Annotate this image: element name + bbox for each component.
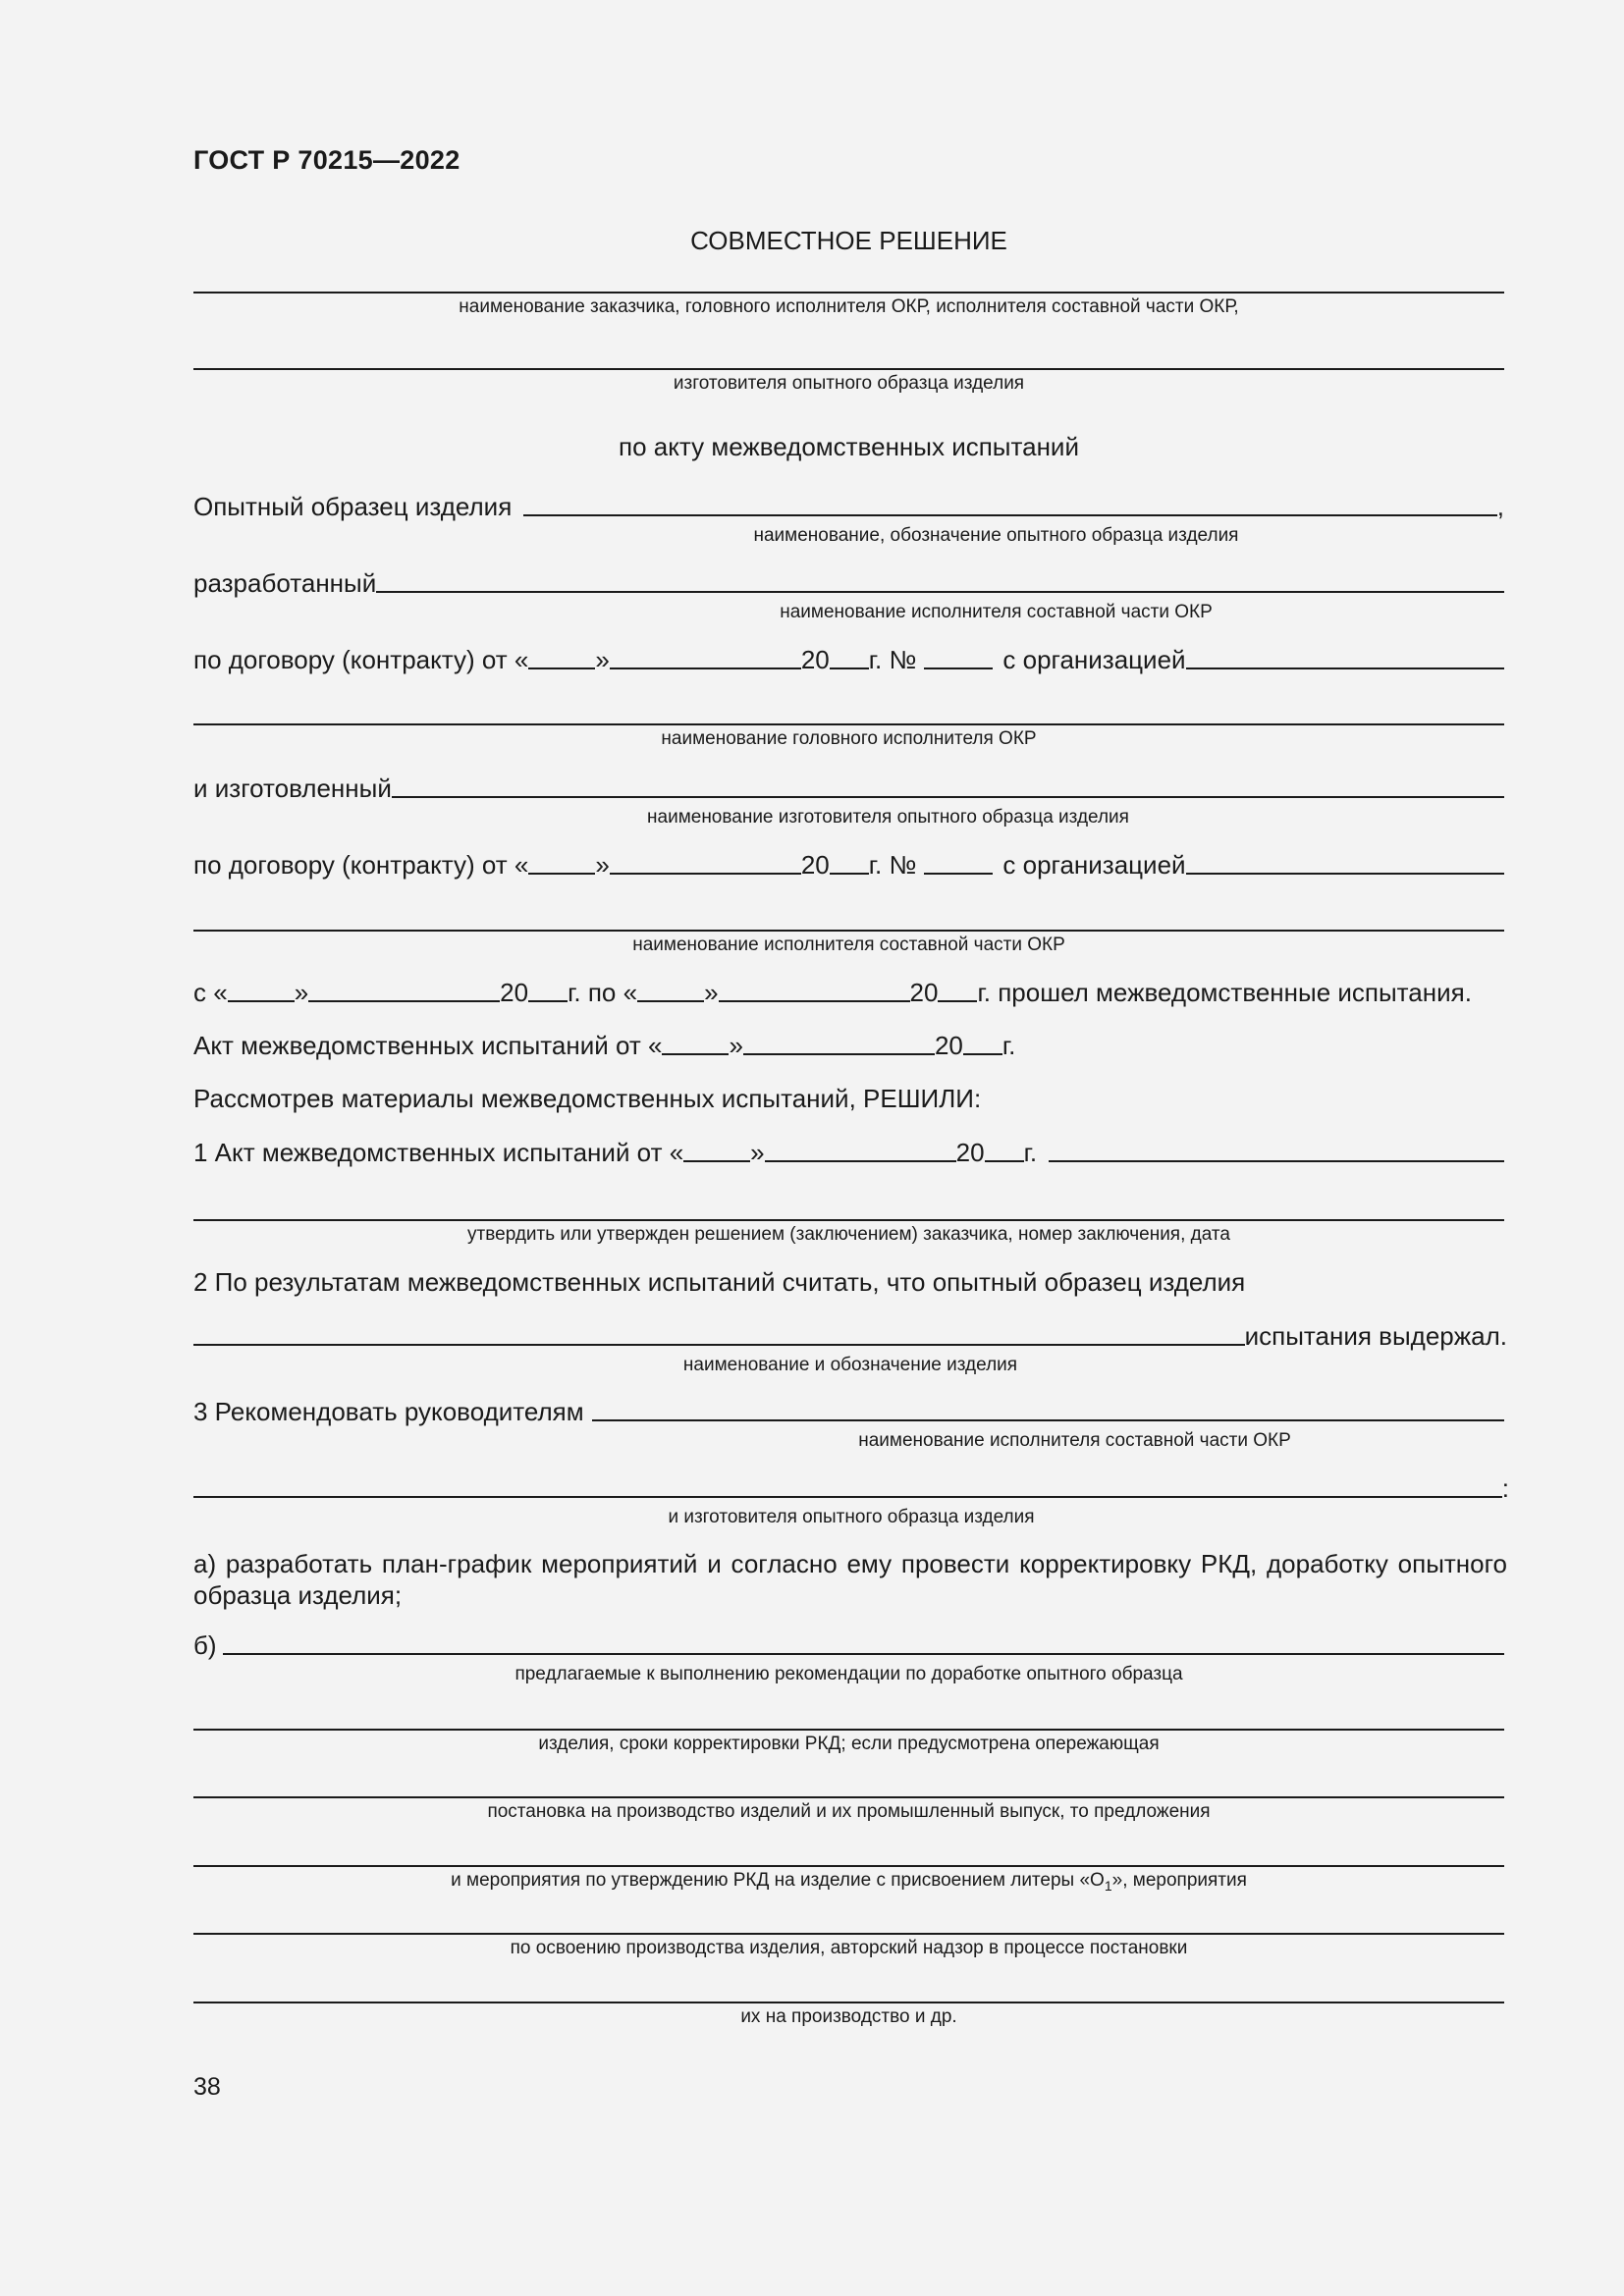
developer-blank[interactable] <box>376 569 1504 593</box>
quote-close: » <box>294 978 309 1007</box>
item-3-label: 3 Рекомендовать руководителям <box>193 1397 584 1426</box>
with-org-label: с организацией <box>1002 645 1186 674</box>
blank-line[interactable] <box>193 928 1504 932</box>
item-1-line <box>193 1137 1504 1168</box>
year-prefix: 20 <box>955 1138 985 1167</box>
rec-field-6 <box>193 2000 1504 2029</box>
blank-line[interactable] <box>193 1863 1504 1867</box>
quote-close: » <box>595 850 610 880</box>
product-blank[interactable] <box>193 1322 1245 1346</box>
blank-line[interactable] <box>193 366 1504 370</box>
field-caption: наименование, обозначение опытного образца изделия <box>753 525 1239 546</box>
field-caption: наименование заказчика, головного исполнителя ОКР, исполнителя составной части ОКР, <box>459 296 1239 317</box>
manufacturer-blank[interactable] <box>392 774 1504 798</box>
day-blank[interactable] <box>528 646 595 669</box>
blank-line[interactable] <box>193 1931 1504 1935</box>
year-prefix: 20 <box>500 978 529 1007</box>
approval-blank[interactable] <box>1049 1139 1504 1162</box>
period-end-text: г. прошел межведомственные испытания. <box>977 978 1472 1007</box>
day-blank[interactable] <box>683 1139 750 1162</box>
blank-line[interactable] <box>193 1794 1504 1798</box>
year-blank[interactable] <box>963 1032 1002 1055</box>
year-blank[interactable] <box>830 851 869 875</box>
to-label: г. по « <box>568 978 638 1007</box>
number-label: г. № <box>868 645 917 674</box>
act-line <box>193 1030 1504 1061</box>
rec-field-5 <box>193 1931 1504 1960</box>
field-caption: постановка на производство изделий и их промышленный выпуск, то предложения <box>487 1801 1211 1822</box>
manufactured-field <box>193 773 1504 829</box>
year-prefix: 20 <box>800 850 830 880</box>
sample-label: Опытный образец изделия <box>193 492 513 521</box>
sample-blank[interactable] <box>523 493 1496 516</box>
field-caption: наименование исполнителя составной части ОКР <box>858 1430 1291 1451</box>
form-subtitle: по акту межведомственных испытаний <box>619 432 1079 461</box>
number-label: г. № <box>868 850 917 880</box>
component-contractor-field <box>193 928 1504 957</box>
from-label: с « <box>193 978 228 1007</box>
item-3-field <box>193 1396 1504 1453</box>
field-caption: наименование исполнителя составной части ОКР <box>780 602 1213 622</box>
contract-field-2 <box>193 849 1504 881</box>
field-caption: изготовителя опытного образца изделия <box>673 373 1025 394</box>
day-blank[interactable] <box>228 979 295 1002</box>
quote-close: » <box>750 1138 765 1167</box>
recommendations-blank[interactable] <box>223 1631 1504 1655</box>
item-1-label: 1 Акт межведомственных испытаний от « <box>193 1138 684 1167</box>
month-blank[interactable] <box>610 646 801 669</box>
approval-field <box>193 1217 1504 1247</box>
parties-field-1 <box>193 290 1504 319</box>
passed-text: испытания выдержал. <box>1244 1321 1507 1351</box>
month-blank[interactable] <box>765 1139 956 1162</box>
year-prefix: 20 <box>934 1031 963 1060</box>
day-blank[interactable] <box>637 979 704 1002</box>
blank-line[interactable] <box>193 290 1504 294</box>
field-caption: предлагаемые к выполнению рекомендации по доработке опытного образца <box>514 1664 1183 1684</box>
year-prefix: 20 <box>800 645 830 674</box>
item-1-end: г. <box>1023 1138 1038 1167</box>
field-caption: изделия, сроки корректировки РКД; если предусмотрена опережающая <box>538 1734 1160 1754</box>
item-b-field <box>193 1629 1504 1686</box>
blank-line[interactable] <box>193 2000 1504 2003</box>
standard-header: ГОСТ Р 70215—2022 <box>193 145 460 175</box>
field-caption: наименование исполнителя составной части ОКР <box>632 934 1065 955</box>
item-3-field-2 <box>193 1472 1509 1529</box>
decided-text: Рассмотрев материалы межведомственных испытаний, РЕШИЛИ: <box>193 1084 982 1113</box>
developed-field <box>193 567 1504 624</box>
field-caption: их на производство и др. <box>740 2006 957 2027</box>
day-blank[interactable] <box>662 1032 729 1055</box>
developed-label: разработанный <box>193 568 377 598</box>
blank-line[interactable] <box>193 721 1504 725</box>
month-blank[interactable] <box>743 1032 935 1055</box>
form-title: СОВМЕСТНОЕ РЕШЕНИЕ <box>690 226 1007 255</box>
with-org-label: с организацией <box>1002 850 1186 880</box>
org-blank[interactable] <box>1186 851 1504 875</box>
contract-field-1 <box>193 644 1504 675</box>
blank-line[interactable] <box>193 1727 1504 1731</box>
quote-close: » <box>704 978 719 1007</box>
manufactured-label: и изготовленный <box>193 774 392 803</box>
head-contractor-field <box>193 721 1504 751</box>
number-blank[interactable] <box>924 646 993 669</box>
year-prefix: 20 <box>909 978 939 1007</box>
page-number: 38 <box>193 2073 221 2101</box>
contract-label: по договору (контракту) от « <box>193 645 529 674</box>
year-blank[interactable] <box>830 646 869 669</box>
month-blank[interactable] <box>719 979 910 1002</box>
blank-line[interactable] <box>193 1217 1504 1221</box>
month-blank[interactable] <box>308 979 500 1002</box>
comma: , <box>1496 492 1504 521</box>
day-blank[interactable] <box>528 851 595 875</box>
item-2-text: 2 По результатам межведомственных испытаний считать, что опытный образец изделия <box>193 1267 1246 1297</box>
field-caption: и изготовителя опытного образца изделия <box>668 1507 1035 1527</box>
item-b-label: б) <box>193 1630 217 1660</box>
month-blank[interactable] <box>610 851 801 875</box>
quote-close: » <box>729 1031 743 1060</box>
parties-field-2 <box>193 366 1504 396</box>
rec-field-3 <box>193 1794 1504 1824</box>
act-label: Акт межведомственных испытаний от « <box>193 1031 663 1060</box>
field-caption: наименование головного исполнителя ОКР <box>661 728 1037 749</box>
sample-field <box>193 491 1504 548</box>
manufacturer-leaders-blank[interactable] <box>193 1474 1502 1498</box>
item-a-text: а) разработать план-график мероприятий и согласно ему провести корректировку РКД, доработку опытного образца изделия; <box>193 1549 1507 1610</box>
org-blank[interactable] <box>1186 646 1504 669</box>
field-caption: по освоению производства изделия, авторский надзор в процессе постановки <box>510 1938 1188 1958</box>
number-blank[interactable] <box>924 851 993 875</box>
item-2-field <box>193 1320 1507 1377</box>
contract-label: по договору (контракту) от « <box>193 850 529 880</box>
quote-close: » <box>595 645 610 674</box>
rec-field-4 <box>193 1863 1504 1897</box>
test-period-line <box>193 977 1504 1008</box>
field-caption: и мероприятия по утверждению РКД на изделие с присвоением литеры «$О_1$», мероприятия <box>451 1870 1247 1894</box>
act-end: г. <box>1001 1031 1016 1060</box>
year-blank[interactable] <box>528 979 568 1002</box>
year-blank[interactable] <box>985 1139 1024 1162</box>
leaders-blank[interactable] <box>592 1398 1504 1421</box>
colon: : <box>1501 1473 1509 1503</box>
field-caption: наименование изготовителя опытного образца изделия <box>647 807 1129 828</box>
field-caption: утвердить или утвержден решением (заключением) заказчика, номер заключения, дата <box>467 1224 1230 1245</box>
field-caption: наименование и обозначение изделия <box>682 1355 1018 1375</box>
rec-field-2 <box>193 1727 1504 1756</box>
year-blank[interactable] <box>938 979 977 1002</box>
